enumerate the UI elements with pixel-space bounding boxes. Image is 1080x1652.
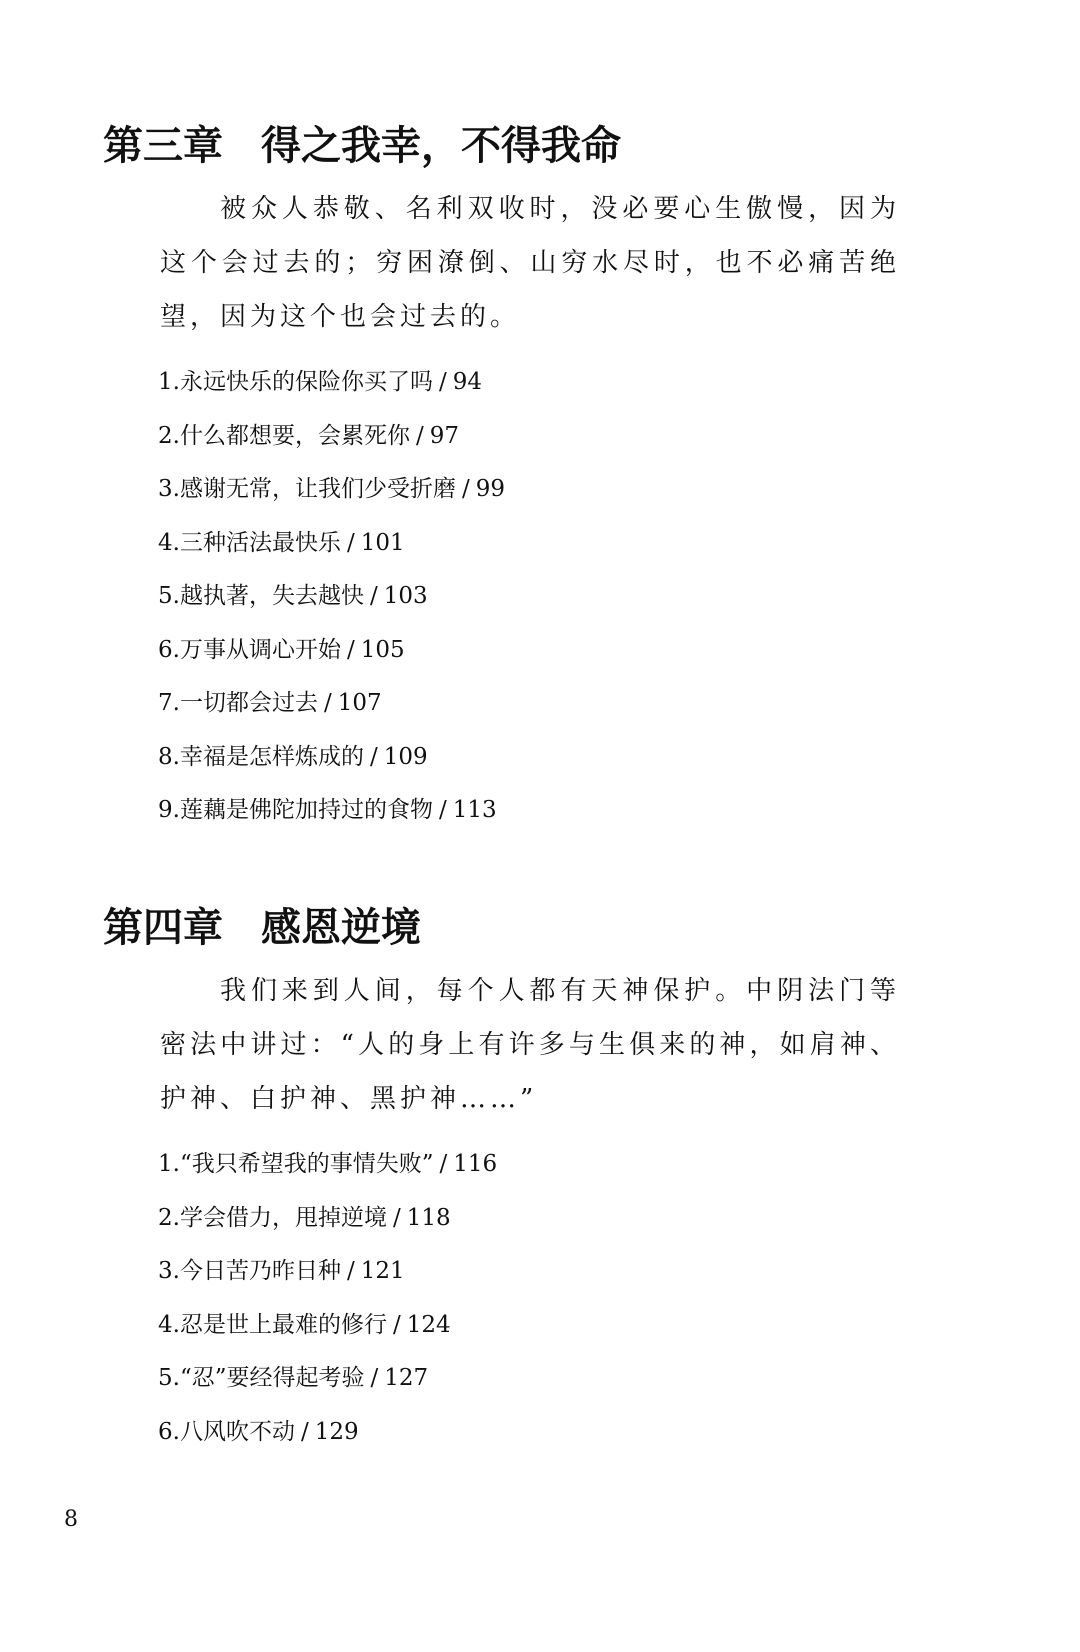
toc-item-title: 感谢无常，让我们少受折磨 [179,476,456,502]
toc-item-page: 107 [337,690,382,716]
toc-item-page: 99 [475,476,505,502]
chapter-intro: 被众人恭敬、名利双收时，没必要心生傲慢，因为这个会过去的；穷困潦倒、山穷水尽时，也不必痛苦绝望，因为这个也会过去的。 [160,194,900,332]
toc-separator: / [346,529,355,556]
toc-item-page: 124 [406,1311,451,1338]
toc-item [158,1309,497,1363]
toc-item-page: 113 [452,797,497,823]
toc-item-number: 6. [158,636,180,663]
toc-item [158,366,505,420]
chapter-name: 得之我幸，不得我命 [261,122,621,169]
toc-item-number: 6. [158,1418,180,1445]
toc-item-number: 2. [158,1204,180,1231]
chapter-title [103,900,421,956]
toc-item [158,580,505,634]
toc-item-title: 学会借力，甩掉逆境 [179,1204,387,1231]
toc-item-number: 7. [158,690,180,716]
toc-separator: / [346,636,355,663]
toc-item [158,1255,497,1309]
toc-item-title: “我只希望我的事情失败” [179,1151,434,1177]
toc-item-page: 103 [383,583,428,609]
chapter-label: 第四章 [103,904,223,951]
toc-item-title: “忍”要经得起考验 [179,1365,365,1391]
toc-list [158,1148,497,1469]
toc-item-title: 八风吹不动 [179,1418,295,1445]
toc-item-number: 1. [158,369,180,395]
toc-item-page: 118 [406,1204,451,1231]
toc-item-title: 幸福是怎样炼成的 [179,743,364,770]
toc-separator: / [438,797,447,823]
toc-item-number: 9. [158,797,180,823]
chapter-label: 第三章 [103,122,223,169]
toc-item-number: 3. [158,476,180,502]
toc-item-title: 什么都想要，会累死你 [179,422,410,449]
toc-item [158,794,505,848]
chapter-intro: 我们来到人间，每个人都有天神保护。中阴法门等密法中讲过：“人的身上有许多与生俱来的神，如肩神、护神、白护神、黑护神……” [160,976,900,1114]
toc-separator: / [392,1311,401,1338]
toc-item [158,741,505,795]
toc-item [158,1148,497,1202]
toc-item-number: 5. [158,1365,180,1391]
page-number: 8 [64,1507,78,1532]
toc-item [158,473,505,527]
toc-separator: / [438,369,447,395]
toc-item [158,634,505,688]
toc-separator: / [415,422,424,449]
toc-item [158,527,505,581]
toc-item-title: 忍是世上最难的修行 [179,1311,387,1338]
toc-item-title: 莲藕是佛陀加持过的食物 [179,797,433,823]
toc-separator: / [369,743,378,770]
chapter-title [103,118,621,174]
toc-item-title: 永远快乐的保险你买了吗 [179,369,433,395]
toc-item-page: 129 [314,1418,359,1445]
toc-separator: / [370,1365,379,1391]
toc-separator: / [392,1204,401,1231]
toc-item-title: 万事从调心开始 [179,636,341,663]
toc-item-title: 今日苦乃昨日种 [179,1258,341,1284]
toc-item-page: 105 [360,636,405,663]
toc-separator: / [369,583,378,609]
toc-separator: / [461,476,470,502]
toc-item [158,1362,497,1416]
toc-item-number: 4. [158,1311,180,1338]
toc-list [158,366,505,848]
toc-item-number: 1. [158,1151,180,1177]
toc-item-page: 109 [383,743,428,770]
toc-item-page: 127 [384,1365,429,1391]
toc-separator: / [323,690,332,716]
toc-item-page: 94 [452,369,482,395]
toc-item-number: 5. [158,583,180,609]
toc-item [158,1202,497,1256]
toc-item-title: 一切都会过去 [179,690,318,716]
toc-item-page: 97 [429,422,459,449]
toc-item-number: 3. [158,1258,180,1284]
toc-item-title: 三种活法最快乐 [179,529,341,556]
toc-item-page: 121 [360,1258,405,1284]
toc-item-number: 8. [158,743,180,770]
toc-item-page: 101 [360,529,405,556]
toc-item-number: 4. [158,529,180,556]
toc-separator: / [439,1151,448,1177]
toc-item-number: 2. [158,422,180,449]
toc-separator: / [300,1418,309,1445]
toc-item-page: 116 [453,1151,498,1177]
toc-item [158,687,505,741]
toc-item [158,1416,497,1470]
chapter-name: 感恩逆境 [261,904,421,951]
toc-item-title: 越执著，失去越快 [179,583,364,609]
toc-item [158,420,505,474]
toc-separator: / [346,1258,355,1284]
